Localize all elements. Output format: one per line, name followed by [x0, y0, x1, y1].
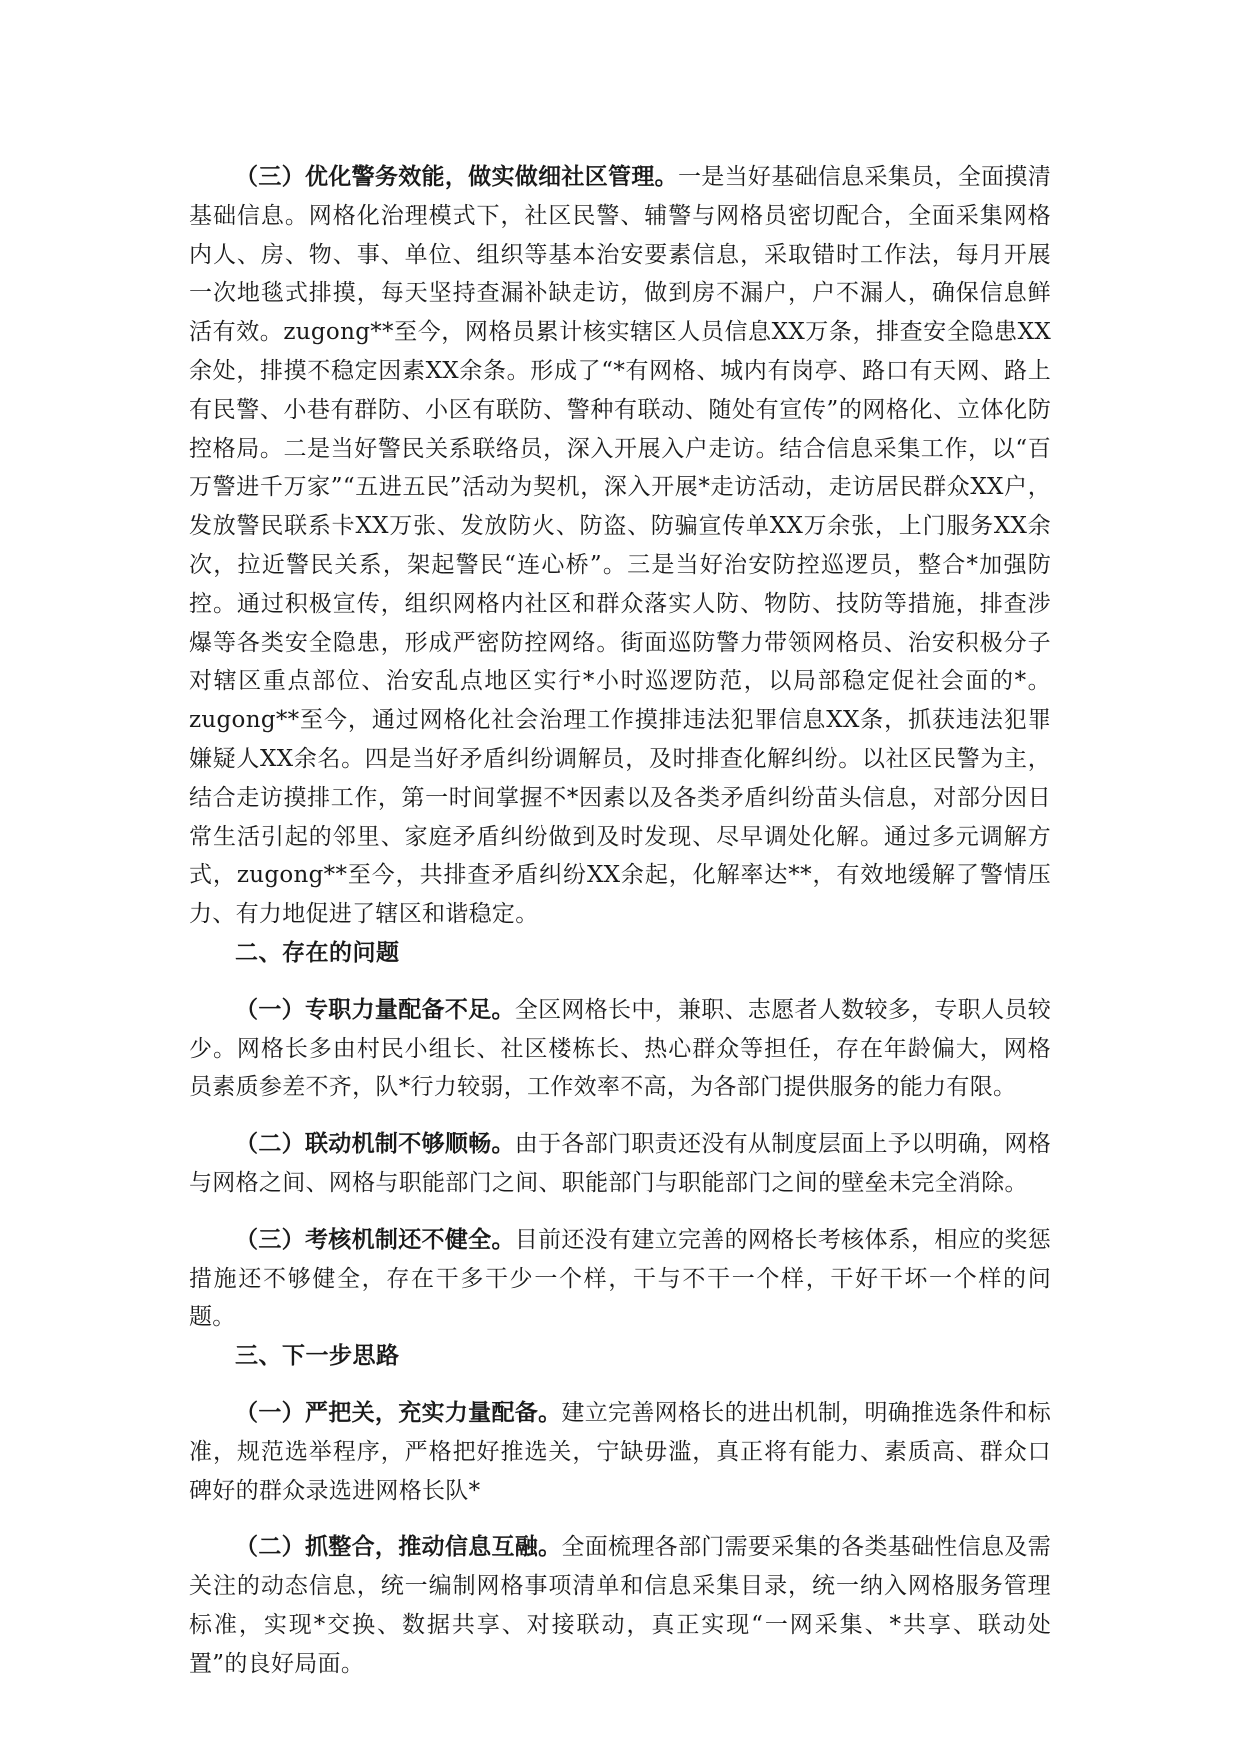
paragraph-lead: （二）抓整合，推动信息互融。	[235, 1533, 562, 1561]
paragraph-lead: （一）专职力量配备不足。	[235, 995, 515, 1023]
section-heading-problems: 二、存在的问题	[235, 938, 400, 966]
document-page	[189, 158, 1051, 1683]
paragraph-lead: （三）优化警务效能，做实做细社区管理。	[235, 163, 678, 190]
paragraph-assessment	[189, 1221, 1051, 1337]
paragraph-body: 建立完善网格长的进出机制，明确推选条件和标准，规范选举程序，严格把好推选关，宁缺毋滥，真正将有能力、素质高、群众口碑好的群众录选进网格长队*	[189, 1399, 1051, 1504]
paragraph-lead: （二）联动机制不够顺畅。	[235, 1130, 515, 1158]
paragraph-police-efficiency	[189, 158, 1051, 934]
paragraph-staffing	[189, 991, 1051, 1107]
paragraph-gatekeeping	[189, 1394, 1051, 1510]
paragraph-body: 目前还没有建立完善的网格长考核体系，相应的奖惩措施还不够健全，存在干多干少一个样，干与不干一个样，干好干坏一个样的问题。	[189, 1226, 1051, 1331]
paragraph-body: 全区网格长中，兼职、志愿者人数较多，专职人员较少。网格长多由村民小组长、社区楼栋长、热心群众等担任，存在年龄偏大，网格员素质参差不齐，队*行力较弱，工作效率不高，为各部门提供服务的能力有限。	[189, 996, 1051, 1101]
paragraph-body: 一是当好基础信息采集员，全面摸清基础信息。网格化治理模式下，社区民警、辅警与网格员密切配合，全面采集网格内人、房、物、事、单位、组织等基本治安要素信息，采取错时工作法，每月开展一次地毯式排摸，每天坚持查漏补缺走访，做到房不漏户，户不漏人，确保信息鲜活有效。zugong**至今，网格员累计核实辖区人员信息XX万条，排查安全隐患XX余处，排摸不稳定因素XX余条。形成了“*有网格、城内有岗亭、路口有天网、路上有民警、小巷有群防、小区有联防、警种有联动、随处有宣传”的网格化、立体化防控格局。二是当好警民关系联络员，深入开展入户走访。结合信息采集工作，以“百万警进千万家”“五进五民”活动为契机，深入开展*走访活动，走访居民群众XX户，发放警民联系卡XX万张、发放防火、防盗、防骗宣传单XX万余张，上门服务XX余次，拉近警民关系，架起警民“连心桥”。三是当好治安防控巡逻员，整合*加强防控。通过积极宣传，组织网格内社区和群众落实人防、物防、技防等措施，排查涉爆等各类安全隐患，形成严密防控网络。街面巡防警力带领网格员、治安积极分子对辖区重点部位、治安乱点地区实行*小时巡逻防范，以局部稳定促社会面的*。zugong**至今，通过网格化社会治理工作摸排违法犯罪信息XX条，抓获违法犯罪嫌疑人XX余名。四是当好矛盾纠纷调解员，及时排查化解纠纷。以社区民警为主，结合走访摸排工作，第一时间掌握不*因素以及各类矛盾纠纷苗头信息，对部分因日常生活引起的邻里、家庭矛盾纠纷做到及时发现、尽早调处化解。通过多元调解方式，zugong**至今，共排查矛盾纠纷XX余起，化解率达**，有效地缓解了警情压力、有力地促进了辖区和谐稳定。	[189, 164, 1051, 928]
paragraph-integration	[189, 1528, 1051, 1683]
section-heading-next-steps: 三、下一步思路	[235, 1342, 400, 1370]
paragraph-linkage	[189, 1125, 1051, 1203]
paragraph-body: 全面梳理各部门需要采集的各类基础性信息及需关注的动态信息，统一编制网格事项清单和信息采集目录，统一纳入网格服务管理标准，实现*交换、数据共享、对接联动，真正实现“一网采集、*共享、联动处置”的良好局面。	[189, 1534, 1051, 1677]
paragraph-lead: （三）考核机制还不健全。	[235, 1225, 515, 1253]
paragraph-body: 由于各部门职责还没有从制度层面上予以明确，网格与网格之间、网格与职能部门之间、职能部门与职能部门之间的壁垒未完全消除。	[189, 1131, 1051, 1196]
paragraph-lead: （一）严把关，充实力量配备。	[235, 1398, 562, 1426]
